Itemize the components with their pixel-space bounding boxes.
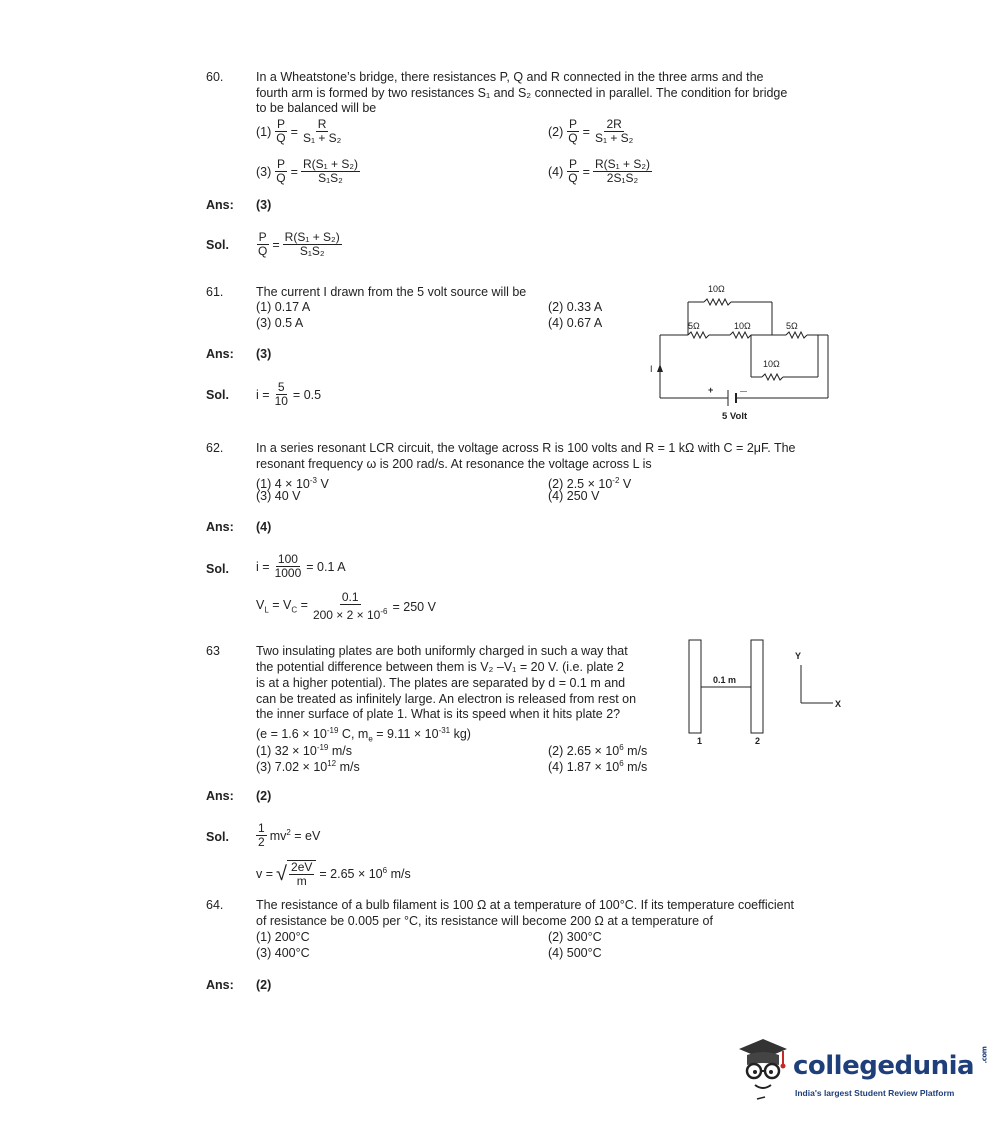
q61-number: 61. [206,285,224,299]
mascot-icon [735,1035,791,1105]
q62-solution-1: i = $\frac{100}{1000}$ = 0.1 A [256,552,346,580]
circuit-r-left: 5Ω [688,321,700,331]
q62-number: 62. [206,441,224,455]
q60-ans-value: (3) [256,198,272,212]
q60-line-1: In a Wheatstone’s bridge, there resistances P, Q and R connected in the three arms and the [256,70,764,84]
q60-number: 60. [206,70,224,84]
q64-number: 64. [206,898,224,912]
q64-option-4: (4) 500°C [548,946,602,960]
circuit-source-label: 5 Volt [722,411,748,422]
logo-tagline: India's largest Student Review Platform [795,1088,955,1098]
q63-ans-value: (2) [256,789,272,803]
q61-option-4: (4) 0.67 A [548,316,603,330]
plate-1 [689,640,701,733]
q61-ans-label: Ans: [206,347,234,361]
q62-sol-label: Sol. [206,562,229,576]
q63-option-2: (2) $2.65 \times 10^6$ m/s [548,743,648,759]
q63-option-1: (1) $32 \times 10^{-19}$ m/s [256,743,352,759]
q60-solution: $\frac{P}{Q}$ = $\frac{\text{R(S₁ + S₂)}}{\text{S₁S₂}}$ [258,230,340,258]
q63-line-2: the potential difference between them is V₂ –V₁ = 20 V. (i.e. plate 2 [256,660,624,674]
q60-sol-label: Sol. [206,238,229,252]
axis-y-label: Y [795,651,802,661]
q64-option-2: (2) 300°C [548,930,602,944]
q64-line-2: of resistance be 0.005 per °C, its resistance will become 200 Ω at a temperature of [256,914,713,928]
q63-sol-label: Sol. [206,830,229,844]
q60-option-4: (4) $\frac{P}{Q}$ = $\frac{\text{R(S₁ + S₂)}}{\text{2S₁S₂}}$ [548,157,650,185]
q62-ans-label: Ans: [206,520,234,534]
plate-2-label: 2 [755,736,761,746]
circuit-r-top: 10Ω [708,284,725,294]
q63-option-3: (3) $7.02 \times 10^{12}$ m/s [256,759,360,775]
q63-solution-1: $\frac{1}{2}$ $mv^2$ = eV [258,821,321,849]
q60-option-3: (3) $\frac{P}{Q}$ = $\frac{\text{R(S₁ + S₂)}}{\text{S₁S₂}}$ [256,157,358,185]
q62-option-3: (3) 40 V [256,489,301,503]
q60-line-3: to be balanced will be [256,101,377,115]
q63-line-3: is at a higher potential). The plates are separated by d = 0.1 m and [256,676,626,690]
circuit-r-right: 5Ω [786,321,798,331]
plate-1-label: 1 [697,736,703,746]
circuit-r-bottom: 10Ω [763,359,780,369]
q60-line-2: fourth arm is formed by two resistances S₁ and S₂ connected in parallel. The condition for bridge [256,86,788,100]
q62-line-2: resonant frequency ω is 200 rad/s. At resonance the voltage across L is [256,457,652,471]
q63-solution-2: v = √ $\frac{2eV}{m}$ = $2.65 \times 10^6$ m/s [256,860,411,888]
q61-option-3: (3) 0.5 A [256,316,304,330]
q61-ans-value: (3) [256,347,272,361]
collegedunia-logo [735,1035,989,1135]
q61-line-1: The current I drawn from the 5 volt source will be [256,285,527,299]
circuit-plus: + [708,385,714,395]
q61-option-1: (1) 0.17 A [256,300,311,314]
q63-plates-figure [683,632,853,752]
q62-option-1: (1) $4 \times 10^{-3}$ V [256,476,329,492]
q63-number: 63 [206,644,220,658]
axis-x-label: X [835,699,842,709]
q62-solution-2: $V_L = V_C$ = $\frac{0.1}{200 \times 2 \times 10^{-6}}$ = 250 V [256,590,436,622]
q64-ans-label: Ans: [206,978,234,992]
q60-option-2: (2) $\frac{P}{Q}$ = $\frac{2R}{\text{S₁ + S₂}}$ [548,117,634,145]
q62-line-1: In a series resonant LCR circuit, the voltage across R is 100 volts and R = 1 kΩ with C = 2μF. The [256,441,796,455]
q63-ans-label: Ans: [206,789,234,803]
q62-ans-value: (4) [256,520,272,534]
q61-sol-label: Sol. [206,388,229,402]
circuit-current-label: I [650,364,653,374]
q62-option-2: (2) $2.5 \times 10^{-2}$ V [548,476,632,492]
q64-ans-value: (2) [256,978,272,992]
circuit-r-mid: 10Ω [734,321,751,331]
plate-separation-label: 0.1 m [713,675,737,685]
q64-option-3: (3) 400°C [256,946,310,960]
logo-wordmark: collegedunia .com [793,1046,989,1081]
q63-line-5: the inner surface of plate 1. What is its speed when it hits plate 2? [256,707,621,721]
q63-option-4: (4) $1.87 \times 10^6$ m/s [548,759,648,775]
q61-option-2: (2) 0.33 A [548,300,603,314]
q63-constants: ($e = 1.6 \times 10^{-19}$ C, $m_e = 9.11 \times 10^{-31}$ kg) [256,726,471,744]
q64-option-1: (1) 200°C [256,930,310,944]
q61-circuit-diagram [650,280,835,425]
q62-option-4: (4) 250 V [548,489,600,503]
q60-option-1: (1) $\frac{P}{Q}$ = $\frac{R}{\text{S₁ + S₂}}$ [256,117,342,145]
q60-ans-label: Ans: [206,198,234,212]
q63-line-4: can be treated as infinitely large. An electron is released from rest on [256,692,637,706]
q64-line-1: The resistance of a bulb filament is 100 Ω at a temperature of 100°C. If its temperature coefficient [256,898,795,912]
circuit-minus: — [740,388,747,395]
plate-2 [751,640,763,733]
q61-solution: i = $\frac{5}{10}$ = 0.5 [256,380,322,408]
q63-line-1: Two insulating plates are both uniformly charged in such a way that [256,644,628,658]
